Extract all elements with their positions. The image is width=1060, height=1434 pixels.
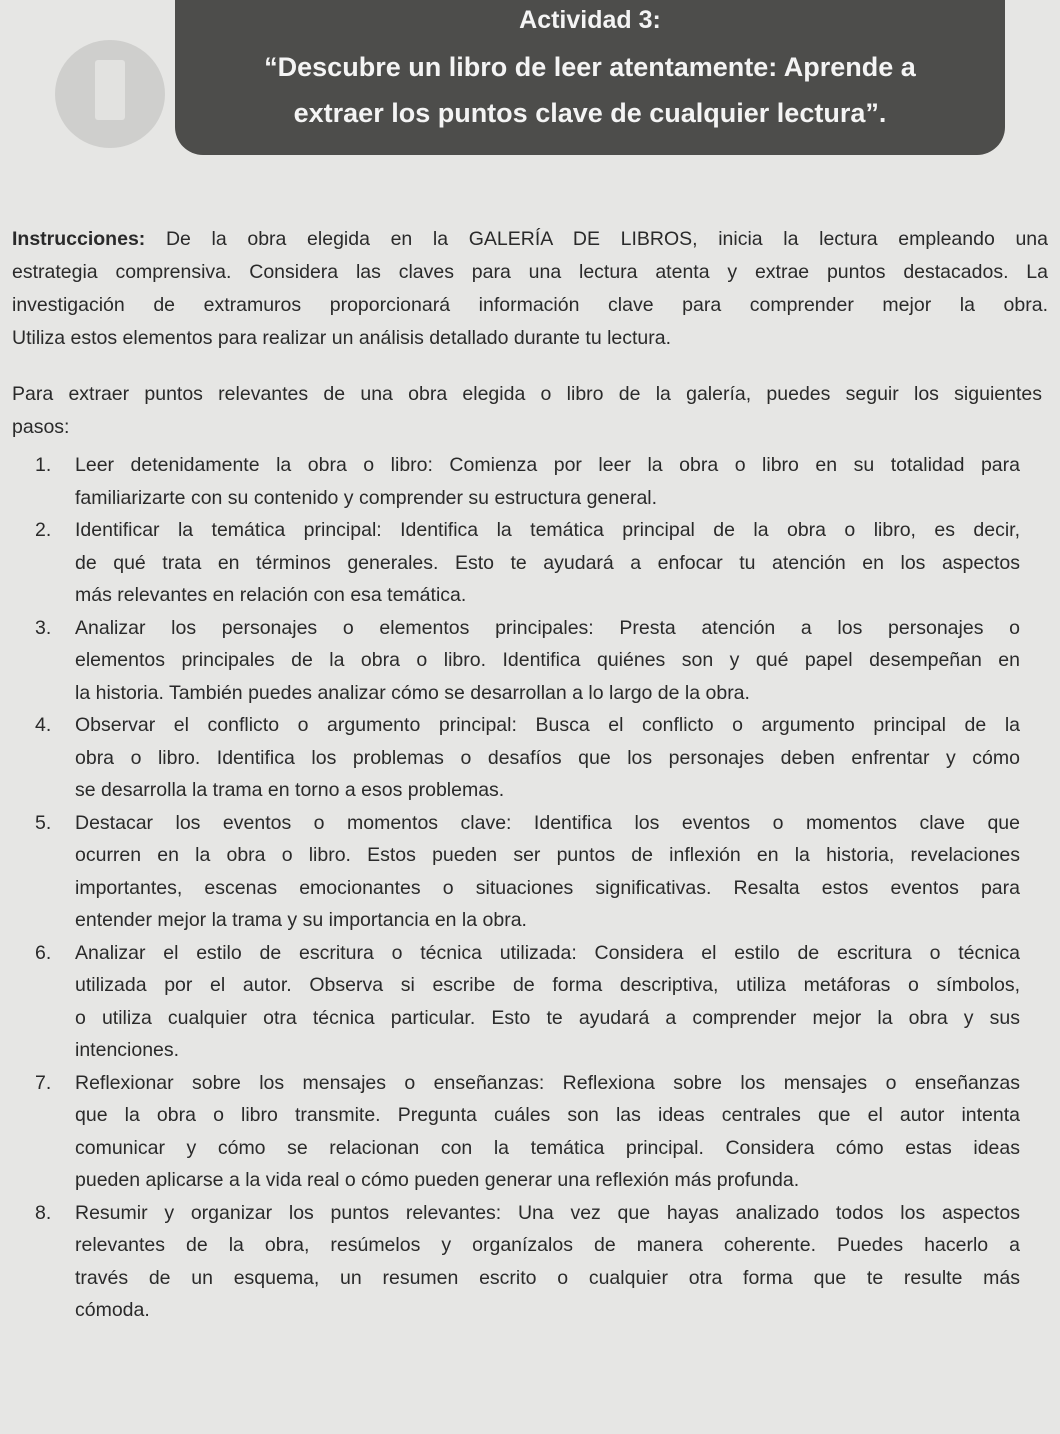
step-number: 2.	[35, 519, 52, 541]
list-item	[35, 514, 1020, 612]
step-line: Resumir y organizar los puntos relevantes: Una vez que hayas analizado todos los aspectos	[75, 1201, 1020, 1224]
instructions-line: estrategia comprensiva. Considera las claves para una lectura atenta y extrae puntos destacados. La	[12, 261, 1048, 283]
step-number: 6.	[35, 941, 52, 964]
step-number: 7.	[35, 1071, 52, 1094]
list-item	[35, 1197, 1020, 1327]
activity-subtitle-line-2: extraer los puntos clave de cualquier lectura”.	[293, 98, 887, 128]
activity-title: Actividad 3:	[519, 6, 661, 34]
step-line: importantes, escenas emocionantes o situaciones significativas. Resalta estos eventos para	[75, 876, 1020, 899]
step-line: ocurren en la obra o libro. Estos pueden ser puntos de inflexión en la historia, revelaciones	[75, 844, 1020, 866]
step-number: 8.	[35, 1201, 52, 1224]
step-line: Identificar la temática principal: Identifica la temática principal de la obra o libro, es decir,	[75, 519, 1020, 541]
list-item	[35, 612, 1020, 710]
step-line: intenciones.	[75, 1039, 180, 1061]
step-line: relevantes de la obra, resúmelos y organízalos de manera coherente. Puedes hacerlo a	[75, 1234, 1020, 1256]
clipboard-icon	[55, 40, 165, 148]
list-item	[35, 449, 1020, 514]
step-number: 5.	[35, 811, 52, 834]
step-line: familiarizarte con su contenido y comprender su estructura general.	[75, 486, 658, 509]
step-line: elementos principales de la obra o libro. Identifica quiénes son y qué papel desempeñan en	[75, 649, 1020, 671]
intro-paragraph	[12, 378, 1042, 443]
step-line: entender mejor la trama y su importancia en la obra.	[75, 909, 527, 931]
step-line: que la obra o libro transmite. Pregunta cuáles son las ideas centrales que el autor intenta	[75, 1104, 1020, 1126]
step-line: obra o libro. Identifica los problemas o desafíos que los personajes deben enfrentar y cómo	[75, 746, 1020, 769]
step-number: 4.	[35, 714, 52, 736]
step-line: cómoda.	[75, 1299, 150, 1321]
step-line: la historia. También puedes analizar cómo se desarrollan a lo largo de la obra.	[75, 681, 750, 704]
list-item	[35, 709, 1020, 807]
list-item	[35, 937, 1020, 1067]
step-line: Reflexionar sobre los mensajes o enseñanzas: Reflexiona sobre los mensajes o enseñanzas	[75, 1071, 1020, 1094]
step-line: Analizar los personajes o elementos principales: Presta atención a los personajes o	[75, 616, 1020, 639]
list-item	[35, 1067, 1020, 1197]
activity-subtitle-line-1: “Descubre un libro de leer atentamente: Aprende a	[264, 52, 916, 82]
step-number: 3.	[35, 616, 52, 639]
list-item	[35, 807, 1020, 937]
instructions-line: Utiliza estos elementos para realizar un análisis detallado durante tu lectura.	[12, 327, 672, 349]
instructions-line-text: De la obra elegida en la GALERÍA DE LIBROS, inicia la lectura empleando una	[145, 228, 1048, 250]
step-line: comunicar y cómo se relacionan con la temática principal. Considera cómo estas ideas	[75, 1136, 1020, 1159]
step-line: o utiliza cualquier otra técnica particular. Esto te ayudará a comprender mejor la obra y sus	[75, 1006, 1020, 1029]
intro-line: pasos:	[12, 415, 70, 438]
step-line: Destacar los eventos o momentos clave: Identifica los eventos o momentos clave que	[75, 811, 1020, 834]
step-number: 1.	[35, 454, 52, 476]
step-line: través de un esquema, un resumen escrito o cualquier otra forma que te resulte más	[75, 1266, 1020, 1289]
step-line: Leer detenidamente la obra o libro: Comienza por leer la obra o libro en su totalidad para	[75, 454, 1020, 476]
intro-line: Para extraer puntos relevantes de una obra elegida o libro de la galería, puedes seguir los siguientes	[12, 383, 1042, 405]
step-line: más relevantes en relación con esa temática.	[75, 584, 467, 606]
instructions-label: Instrucciones:	[12, 228, 146, 250]
activity-header	[175, 0, 1005, 155]
step-line: se desarrolla la trama en torno a esos problemas.	[75, 779, 505, 801]
instructions-line: investigación de extramuros proporcionará información clave para comprender mejor la obra.	[12, 294, 1048, 316]
step-line: Analizar el estilo de escritura o técnica utilizada: Considera el estilo de escritura o técnica	[75, 941, 1020, 964]
instructions-line	[12, 223, 1048, 256]
steps-list	[35, 449, 1020, 1327]
step-line: de qué trata en términos generales. Esto te ayudará a enfocar tu atención en los aspectos	[75, 551, 1020, 574]
step-line: utilizada por el autor. Observa si escribe de forma descriptiva, utiliza metáforas o símbolos,	[75, 974, 1020, 996]
step-line: pueden aplicarse a la vida real o cómo pueden generar una reflexión más profunda.	[75, 1169, 800, 1191]
instructions-paragraph	[12, 223, 1048, 355]
step-line: Observar el conflicto o argumento principal: Busca el conflicto o argumento principal de la	[75, 714, 1020, 736]
